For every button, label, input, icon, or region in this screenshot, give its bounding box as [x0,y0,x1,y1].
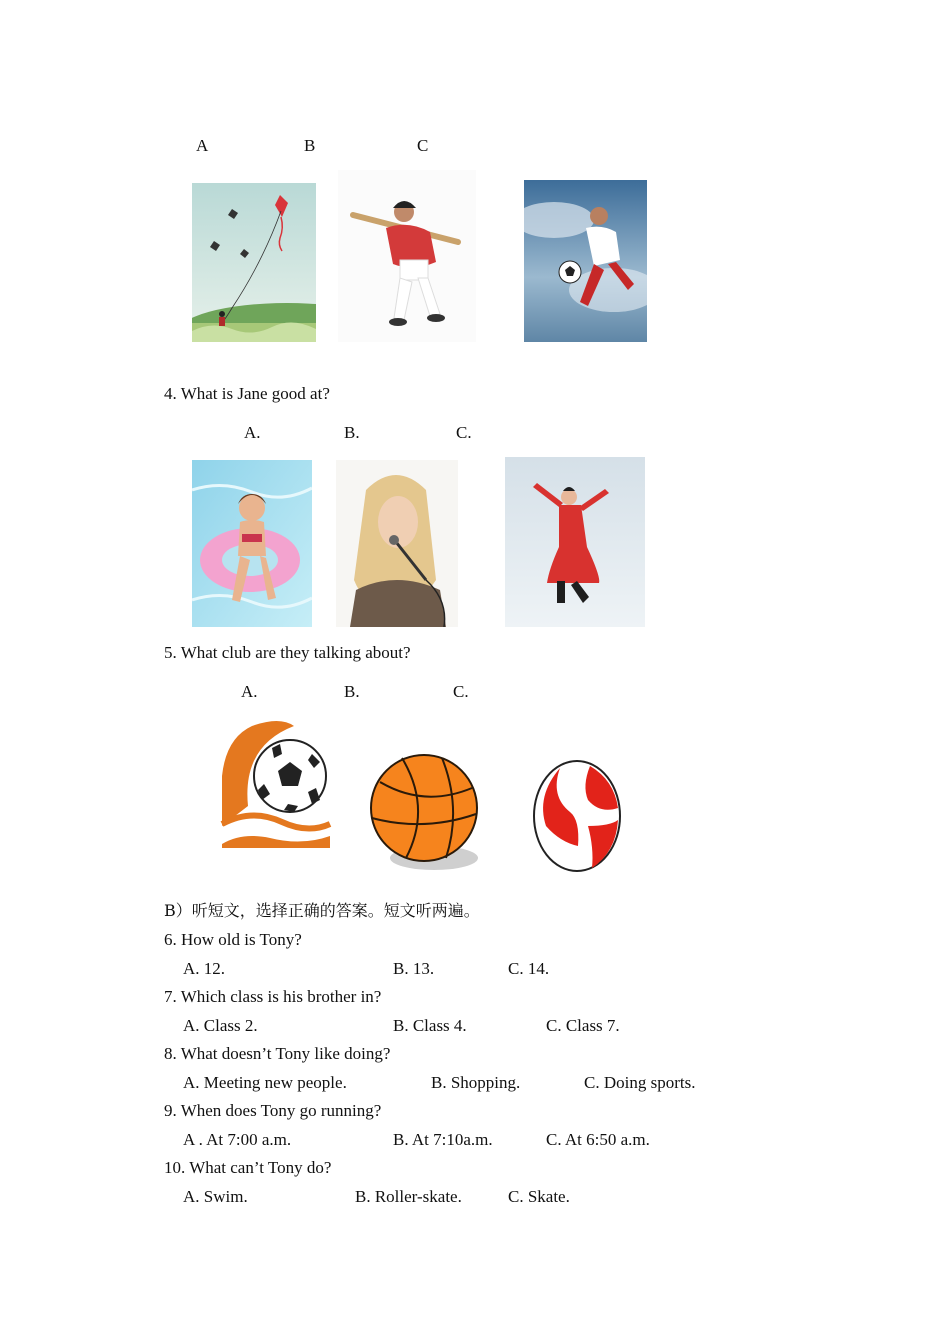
soccer-ball-logo-image [212,716,336,874]
q8-option-a: A. Meeting new people. [183,1073,347,1092]
q6-option-a: A. 12. [183,959,226,978]
q10-option-c: C. Skate. [508,1187,570,1206]
soccer-player-image [524,180,647,342]
q8-option-c: C. Doing sports. [584,1073,696,1092]
q9-option-b: B. At 7:10a.m. [393,1130,493,1149]
q10-option-b: B. Roller-skate. [355,1187,462,1206]
q7-option-b: B. Class 4. [393,1016,467,1035]
q3-label-c: C [417,136,429,155]
q4-label-b: B. [344,423,360,442]
q8-option-b: B. Shopping. [431,1073,521,1092]
singing-image [336,460,458,627]
q3-label-b: B [304,136,316,155]
section-b-heading: B）听短文，选择正确的答案。短文听两遍。 [164,901,480,920]
q7-option-a: A. Class 2. [183,1016,258,1035]
q10-option-a: A. Swim. [183,1187,248,1206]
dancing-image [505,457,645,627]
baseball-player-image [338,170,476,342]
volleyball-image [530,756,624,874]
q4-question: 4. What is Jane good at? [164,384,330,403]
q4-label-a: A. [244,423,261,442]
q6-option-c: C. 14. [508,959,550,978]
q5-label-c: C. [453,682,469,701]
q3-label-a: A [196,136,209,155]
swimming-image [192,460,312,627]
q7-question: 7. Which class is his brother in? [164,987,382,1006]
q9-option-c: C. At 6:50 a.m. [546,1130,650,1149]
q4-label-c: C. [456,423,472,442]
q10-question: 10. What can’t Tony do? [164,1158,332,1177]
q9-question: 9. When does Tony go running? [164,1101,382,1120]
q9-option-a: A . At 7:00 a.m. [183,1130,292,1149]
q6-option-b: B. 13. [393,959,435,978]
q7-option-c: C. Class 7. [546,1016,620,1035]
kite-flying-image [192,183,316,342]
q5-label-a: A. [241,682,258,701]
basketball-image [362,748,480,874]
q5-label-b: B. [344,682,360,701]
q5-question: 5. What club are they talking about? [164,643,411,662]
q6-question: 6. How old is Tony? [164,930,302,949]
q8-question: 8. What doesn’t Tony like doing? [164,1044,391,1063]
